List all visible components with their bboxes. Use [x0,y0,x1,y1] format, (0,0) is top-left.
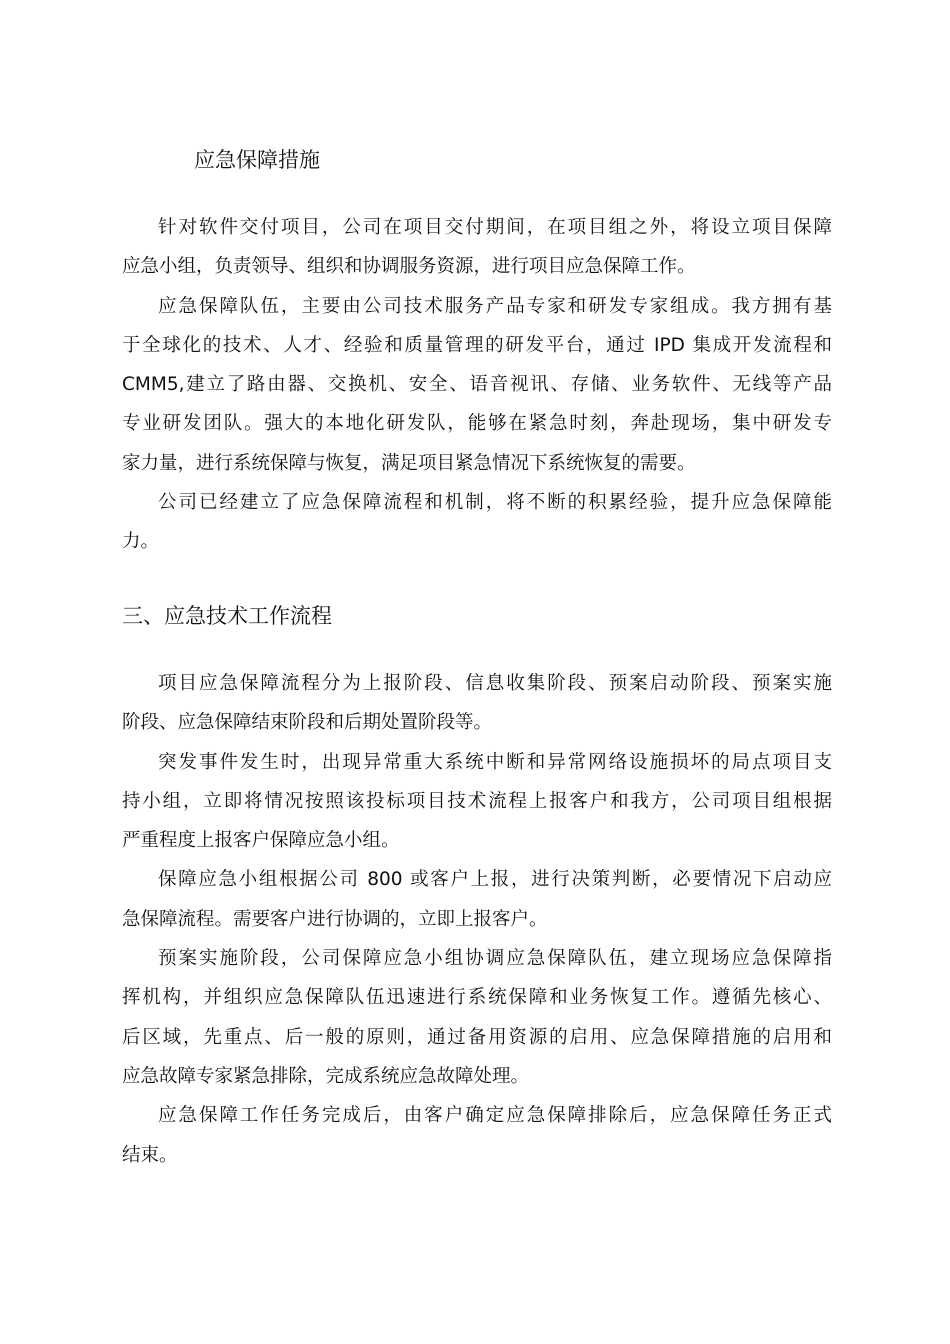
text-line: 结束。 [122,1144,178,1166]
text-line: 力。 [122,531,160,553]
text-line: 预案实施阶段，公司保障应急小组协调应急保障队伍，建立现场应急保障指 [158,948,832,970]
text-line: 应急故障专家紧急排除，完成系统应急故障处理。 [122,1065,530,1087]
section-heading: 三、应急技术工作流程 [122,604,332,628]
text-line: 针对软件交付项目，公司在项目交付期间，在项目组之外，将设立项目保障 [158,217,832,238]
text-line: 于全球化的技术、人才、经验和质量管理的研发平台，通过 IPD 集成开发流程和 [122,334,832,356]
text-line: 严重程度上报客户保障应急小组。 [122,830,400,852]
text-line: 突发事件发生时，出现异常重大系统中断和异常网络设施损坏的局点项目支 [158,751,832,773]
text-line: 保障应急小组根据公司 800 或客户上报，进行决策判断，必要情况下启动应 [158,869,832,891]
body-block-2 [122,664,832,1175]
text-line: 应急保障队伍，主要由公司技术服务产品专家和研发专家组成。我方拥有基 [158,295,832,317]
text-line: 急保障流程。需要客户进行协调的，立即上报客户。 [122,908,548,930]
text-line: 持小组，立即将情况按照该投标项目技术流程上报客户和我方，公司项目组根据 [122,790,832,812]
page-title: 应急保障措施 [194,148,320,172]
text-line: CMM5,建立了路由器、交换机、安全、语音视讯、存储、业务软件、无线等产品 [122,374,832,396]
text-line: 后区域，先重点、后一般的原则，通过备用资源的启用、应急保障措施的启用和 [122,1026,832,1048]
text-line: 阶段、应急保障结束阶段和后期处置阶段等。 [122,712,493,734]
text-line: 项目应急保障流程分为上报阶段、信息收集阶段、预案启动阶段、预案实施 [158,673,832,694]
text-line: 应急小组，负责领导、组织和协调服务资源，进行项目应急保障工作。 [122,256,696,278]
text-line: 挥机构，并组织应急保障队伍迅速进行系统保障和业务恢复工作。遵循先核心、 [122,987,832,1009]
text-line: 公司已经建立了应急保障流程和机制，将不断的积累经验，提升应急保障能 [158,492,832,514]
text-line: 家力量，进行系统保障与恢复，满足项目紧急情况下系统恢复的需要。 [122,452,696,474]
text-line: 专业研发团队。强大的本地化研发队，能够在紧急时刻，奔赴现场，集中研发专 [122,413,832,435]
body-block-1 [122,208,832,562]
text-line: 应急保障工作任务完成后，由客户确定应急保障排除后，应急保障任务正式 [158,1105,832,1127]
